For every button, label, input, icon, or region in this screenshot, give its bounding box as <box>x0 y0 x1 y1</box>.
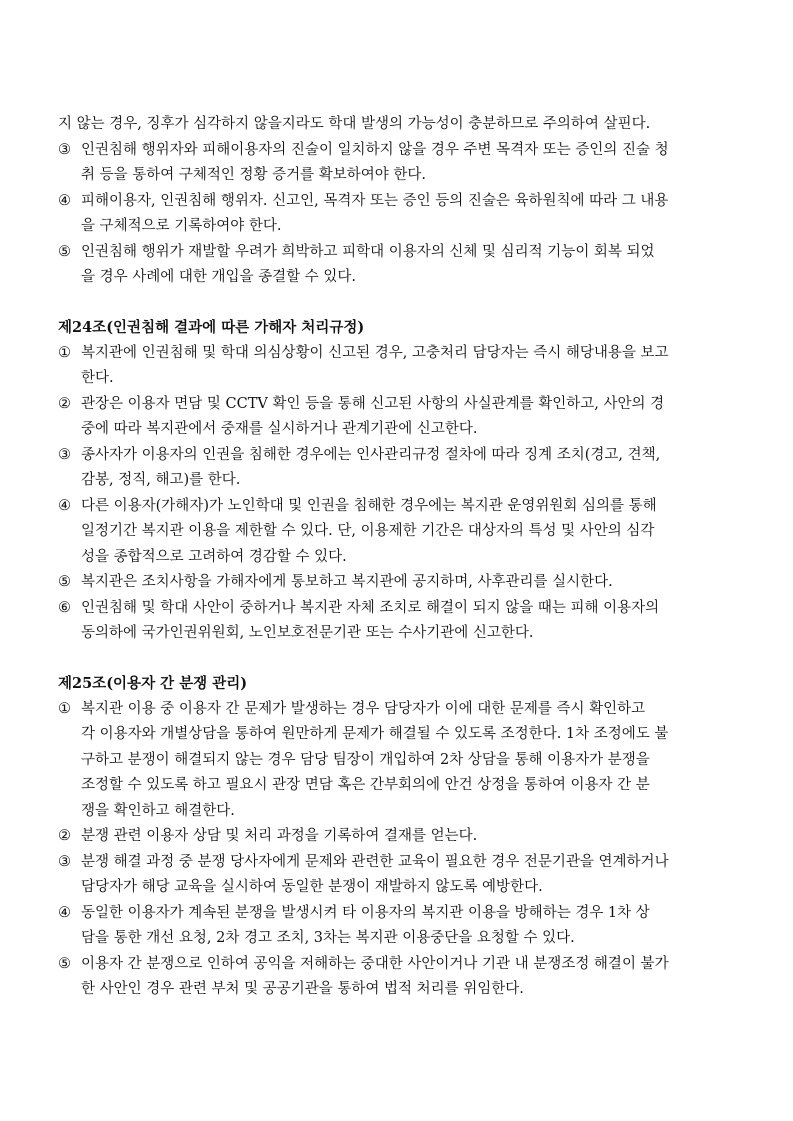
text-line: 한 사안인 경우 관련 부처 및 공공기관을 통하여 법적 처리를 위임한다. <box>81 981 524 997</box>
article-24 <box>58 315 740 647</box>
text-line: 복지관 이용 중 이용자 간 문제가 발생하는 경우 담당자가 이에 대한 문제를 즉시 확인하고 <box>81 700 646 717</box>
clause-number: ⑤ <box>58 955 71 972</box>
text-line: 일정기간 복지관 이용을 제한할 수 있다. 단, 이용제한 기간은 대상자의 특성 및 사안의 심각 <box>81 523 655 539</box>
intro-paragraph <box>58 112 740 138</box>
text-line: 인권침해 행위가 재발할 우려가 희박하고 피학대 이용자의 신체 및 심리적 기능이 회복 되었 <box>81 243 655 260</box>
text-line: 복지관에 인권침해 및 학대 의심상황이 신고된 경우, 고충처리 담당자는 즉시 해당내용을 보고 <box>81 344 669 361</box>
clause-number: ③ <box>58 141 71 158</box>
clause-number: ① <box>58 700 71 717</box>
clause-item <box>58 570 740 596</box>
clause-number: ⑤ <box>58 243 71 260</box>
clause-number: ③ <box>58 446 71 463</box>
text-line: 구하고 분쟁이 해결되지 않는 경우 담당 팀장이 개입하여 2차 상담을 통해 이용자가 분쟁을 <box>81 751 650 768</box>
text-line: 분쟁 관련 이용자 상담 및 처리 과정을 기록하여 결재를 얻는다. <box>81 828 478 844</box>
text-line: 복지관은 조치사항을 가해자에게 통보하고 복지관에 공지하며, 사후관리를 실시한다. <box>81 574 613 590</box>
clause-item <box>58 443 740 494</box>
clause-item <box>58 392 740 443</box>
text-line: 한다. <box>81 370 114 386</box>
article-25 <box>58 671 740 1003</box>
clause-number: ③ <box>58 853 71 870</box>
text-line: 분쟁 해결 과정 중 분쟁 당사자에게 문제와 관련한 교육이 필요한 경우 전문기관을 연계하거나 <box>81 853 669 870</box>
text-line: 종사자가 이용자의 인권을 침해한 경우에는 인사관리규정 절차에 따라 징계 조치(경고, 견책, <box>81 446 661 463</box>
clause-item <box>58 850 740 901</box>
text-line: 성을 종합적으로 고려하여 경감할 수 있다. <box>81 548 347 565</box>
clause-item <box>58 901 740 952</box>
clause-number: ② <box>58 395 71 412</box>
clause-number: ⑥ <box>58 599 71 616</box>
clause-number: ② <box>58 828 71 844</box>
clause-item <box>58 138 740 189</box>
clause-number: ⑤ <box>58 574 71 590</box>
text-line: 감봉, 정직, 해고)를 한다. <box>81 472 241 488</box>
article-heading: 제25조(이용자 간 분쟁 관리) <box>58 674 248 692</box>
clause-item <box>58 952 740 1003</box>
text-line: 동의하에 국가인권위원회, 노인보호전문기관 또는 수사기관에 신고한다. <box>81 625 534 641</box>
prev-article-items <box>58 138 740 291</box>
clause-item <box>58 341 740 392</box>
document-body <box>58 112 740 1003</box>
clause-item <box>58 596 740 647</box>
text-line: 지 않는 경우, 징후가 심각하지 않을지라도 학대 발생의 가능성이 충분하므로 주의하여 살핀다. <box>58 116 651 132</box>
clause-number: ④ <box>58 904 71 921</box>
clause-item <box>58 697 740 825</box>
clause-number: ① <box>58 344 71 361</box>
text-line: 인권침해 및 학대 사안이 중하거나 복지관 자체 조치로 해결이 되지 않을 때는 피해 이용자의 <box>81 599 660 616</box>
text-line: 동일한 이용자가 계속된 분쟁을 발생시켜 타 이용자의 복지관 이용을 방해하는 경우 1차 상 <box>81 904 650 921</box>
text-line: 각 이용자와 개별상담을 통하여 원만하게 문제가 해결될 수 있도록 조정한다. 1차 조정에도 불 <box>81 726 669 742</box>
text-line: 을 경우 사례에 대한 개입을 종결할 수 있다. <box>81 269 356 285</box>
clause-item <box>58 824 740 850</box>
text-line: 쟁을 확인하고 해결한다. <box>81 802 235 819</box>
clause-item <box>58 494 740 571</box>
text-line: 다른 이용자(가해자)가 노인학대 및 인권을 침해한 경우에는 복지관 운영위원회 심의를 통해 <box>81 497 657 514</box>
text-line: 취 등을 통하여 구체적인 정황 증거를 확보하여야 한다. <box>81 167 427 183</box>
text-line: 담을 통한 개선 요청, 2차 경고 조치, 3차는 복지관 이용중단을 요청할 수 있다. <box>81 930 575 946</box>
text-line: 피해이용자, 인권침해 행위자. 신고인, 목격자 또는 증인 등의 진술은 육하원칙에 따라 그 내용 <box>81 192 669 209</box>
text-line: 이용자 간 분쟁으로 인하여 공익을 저해하는 중대한 사안이거나 기관 내 분쟁조정 해결이 불가 <box>81 955 669 972</box>
text-line: 을 구체적으로 기록하여야 한다. <box>81 218 282 234</box>
text-line: 조정할 수 있도록 하고 필요시 관장 면담 혹은 간부회의에 안건 상정을 통하여 이용자 간 분 <box>81 777 650 793</box>
clause-number: ④ <box>58 192 71 209</box>
clause-number: ④ <box>58 497 71 514</box>
text-line: 중에 따라 복지관에서 중재를 실시하거나 관계기관에 신고한다. <box>81 421 478 437</box>
text-line: 담당자가 해당 교육을 실시하여 동일한 분쟁이 재발하지 않도록 예방한다. <box>81 879 543 895</box>
text-line: 관장은 이용자 면담 및 CCTV 확인 등을 통해 신고된 사항의 사실관계를 확인하고, 사안의 경 <box>81 395 665 412</box>
text-line: 인권침해 행위자와 피해이용자의 진술이 일치하지 않을 경우 주변 목격자 또는 증인의 진술 청 <box>81 141 669 158</box>
clause-item <box>58 240 740 291</box>
article-heading: 제24조(인권침해 결과에 따른 가해자 처리규정) <box>58 318 365 336</box>
clause-item <box>58 189 740 240</box>
